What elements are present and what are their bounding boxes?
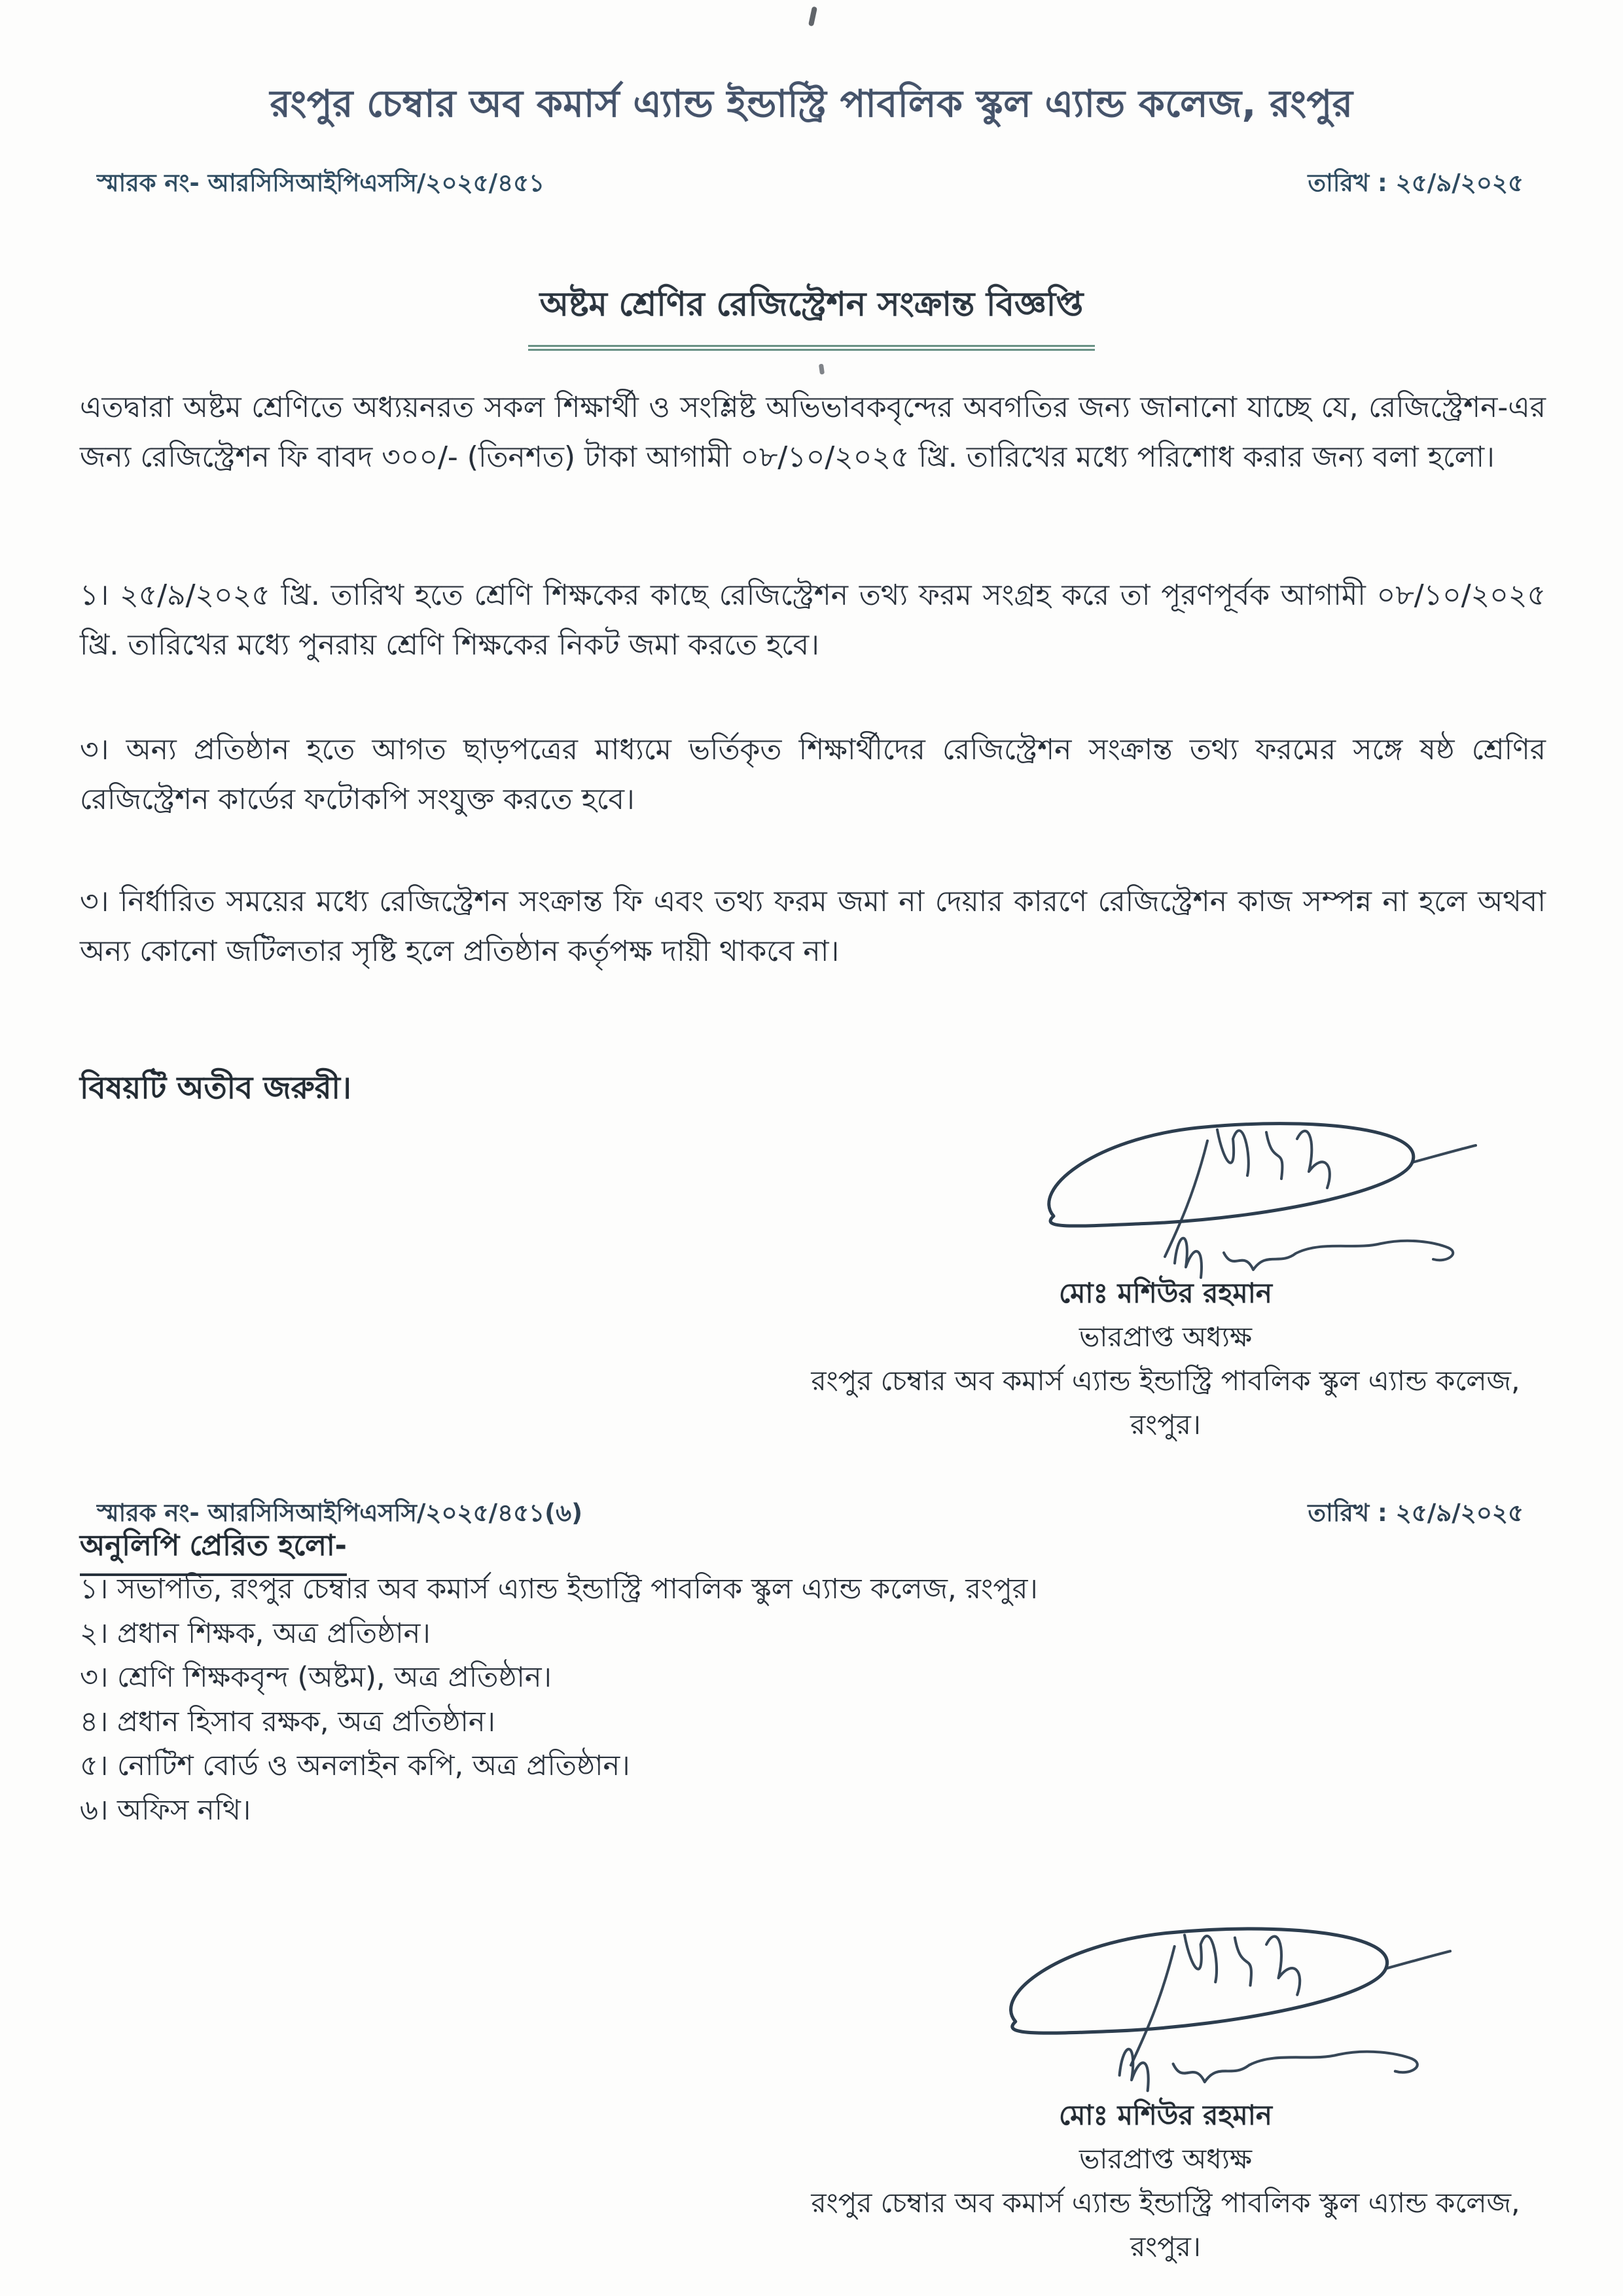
intro-paragraph: এতদ্বারা অষ্টম শ্রেণিতে অধ্যয়নরত সকল শিক্ষার্থী ও সংশ্লিষ্ট অভিভাবকবৃন্দের অবগতির জন্য জানানো যাচ্ছে যে, রেজিস্ট্রেশন-এর জন্য রেজিস্ট্রেশন ফি বাবদ ৩০০/- (তিনশত) টাকা আগামী ০৮/১০/২০২৫ খ্রি. তারিখের মধ্যে পরিশোধ করার জন্য বলা হলো। — [80, 391, 1546, 474]
numbered-point-2: ৩। অন্য প্রতিষ্ঠান হতে আগত ছাড়পত্রের মাধ্যমে ভর্তিকৃত শিক্ষার্থীদের রেজিস্ট্রেশন সংক্রান্ত তথ্য ফরমের সঙ্গে ষষ্ঠ শ্রেণির রেজিস্ট্রেশন কার্ডের ফটোকপি সংযুক্ত করতে হবে। — [80, 733, 1546, 816]
cc-item-4: ৪। প্রধান হিসাব রক্ষক, অত্র প্রতিষ্ঠান। — [80, 1705, 495, 1738]
memo-number-copy: স্মারক নং- আরসিসিআইপিএসসি/২০২৫/৪৫১(৬) — [97, 1499, 583, 1527]
signatory-block — [753, 1271, 1578, 1446]
cc-list — [80, 1568, 1538, 1833]
letterhead-title: রংপুর চেম্বার অব কমার্স এ্যান্ড ইন্ডাস্ট্রি পাবলিক স্কুল এ্যান্ড কলেজ, রংপুর — [270, 82, 1353, 126]
signatory-org-line1: রংপুর চেম্বার অব কমার্স এ্যান্ড ইন্ডাস্ট্রি পাবলিক স্কুল এ্যান্ড কলেজ, — [811, 1365, 1520, 1397]
cc-item-3: ৩। শ্রেণি শিক্ষকবৃন্দ (অষ্টম), অত্র প্রতিষ্ঠান। — [80, 1661, 552, 1694]
signature-scribble-icon — [969, 1897, 1505, 2106]
cc-item-2: ২। প্রধান শিক্ষক, অত্র প্রতিষ্ঠান। — [80, 1617, 431, 1650]
urgent-note: বিষয়টি অতীব জরুরী। — [80, 1070, 351, 1106]
signatory-block — [753, 2093, 1578, 2269]
signature — [969, 1897, 1505, 2106]
signature-scribble-icon — [1008, 1092, 1531, 1295]
signatory-org-line2: রংপুর। — [1130, 1408, 1201, 1441]
scan-artifact — [819, 364, 825, 375]
signatory-name: মোঃ মশিউর রহমান — [1059, 1277, 1272, 1309]
signatory-org-line2: রংপুর। — [1130, 2231, 1201, 2263]
notice-title-wrap — [0, 279, 1623, 351]
cc-item-1: ১। সভাপতি, রংপুর চেম্বার অব কমার্স এ্যান্ড ইন্ডাস্ট্রি পাবলিক স্কুল এ্যান্ড কলেজ, রংপুর। — [80, 1573, 1038, 1605]
cc-heading: অনুলিপি প্রেরিত হলো- — [80, 1524, 347, 1576]
signature — [1008, 1092, 1531, 1295]
numbered-point-1: ১। ২৫/৯/২০২৫ খ্রি. তারিখ হতে শ্রেণি শিক্ষকের কাছে রেজিস্ট্রেশন তথ্য ফরম সংগ্রহ করে তা পূরণপূর্বক আগামী ০৮/১০/২০২৫ খ্রি. তারিখের মধ্যে পুনরায় শ্রেণি শিক্ষকের নিকট জমা করতে হবে। — [80, 579, 1546, 662]
notice-title: অষ্টম শ্রেণির রেজিস্ট্রেশন সংক্রান্ত বিজ্ঞপ্তি — [528, 279, 1096, 351]
memo-date-copy: তারিখ : ২৫/৯/২০২৫ — [1308, 1499, 1524, 1527]
numbered-point-3: ৩। নির্ধারিত সময়ের মধ্যে রেজিস্ট্রেশন সংক্রান্ত ফি এবং তথ্য ফরম জমা না দেয়ার কারণে রেজিস্ট্রেশন কাজ সম্পন্ন না হলে অথবা অন্য কোনো জটিলতার সৃষ্টি হলে প্রতিষ্ঠান কর্তৃপক্ষ দায়ী থাকবে না। — [80, 885, 1546, 968]
cc-item-6: ৬। অফিস নথি। — [80, 1793, 251, 1827]
signatory-org-line1: রংপুর চেম্বার অব কমার্স এ্যান্ড ইন্ডাস্ট্রি পাবলিক স্কুল এ্যান্ড কলেজ, — [811, 2187, 1520, 2219]
memo-row-top — [97, 164, 1524, 205]
signatory-name: মোঃ মশিউর রহমান — [1059, 2099, 1272, 2131]
scan-artifact — [808, 6, 817, 26]
cc-item-5: ৫। নোটিশ বোর্ড ও অনলাইন কপি, অত্র প্রতিষ্ঠান। — [80, 1749, 630, 1782]
signatory-designation: ভারপ্রাপ্ত অধ্যক্ষ — [1079, 1321, 1253, 1353]
memo-date: তারিখ : ২৫/৯/২০২৫ — [1308, 169, 1524, 197]
signatory-designation: ভারপ্রাপ্ত অধ্যক্ষ — [1079, 2143, 1253, 2175]
memo-number: স্মারক নং- আরসিসিআইপিএসসি/২০২৫/৪৫১ — [97, 169, 545, 197]
